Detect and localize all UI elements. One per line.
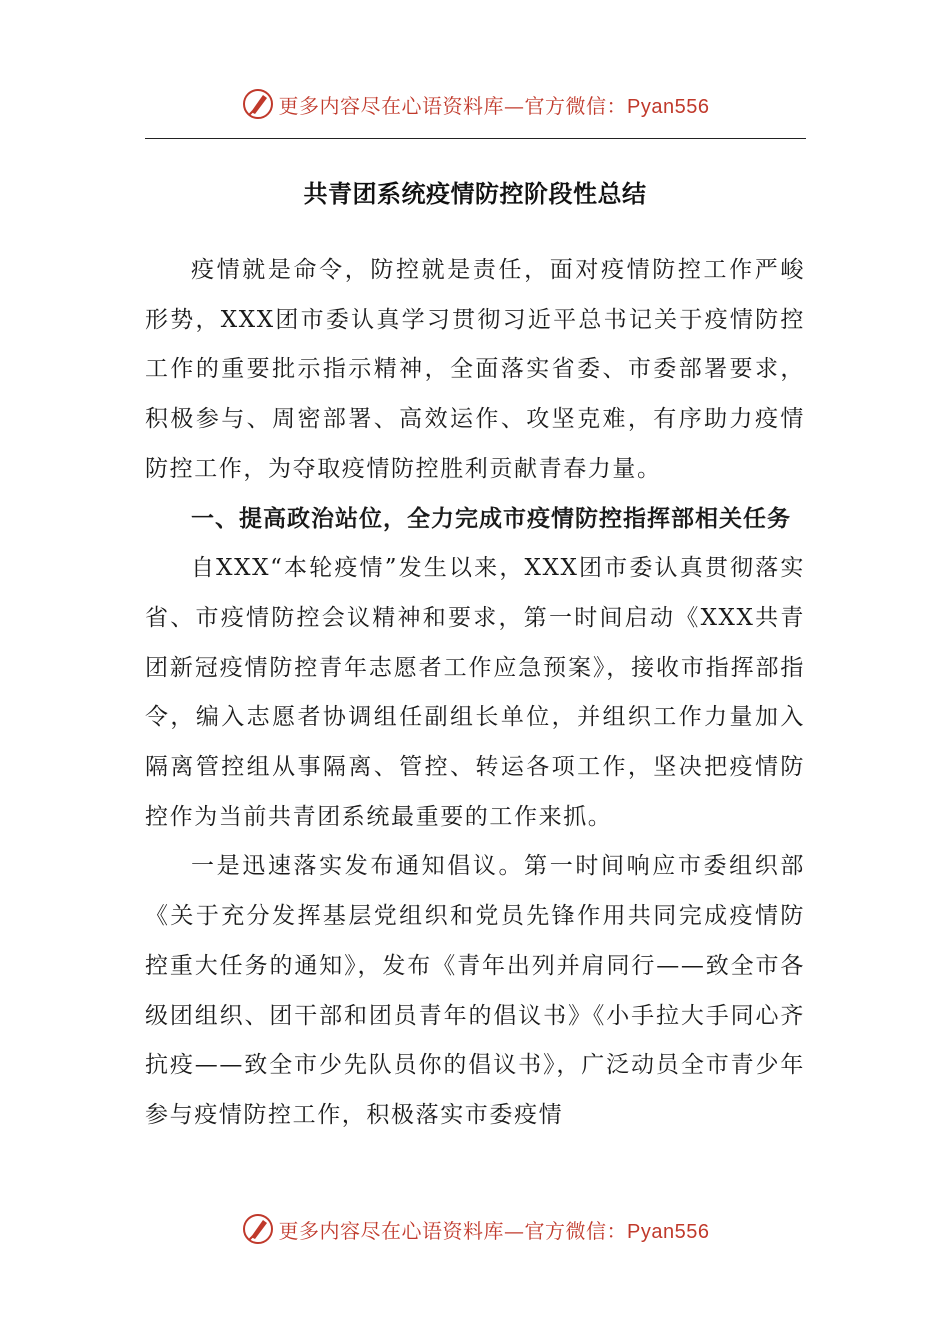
footer-banner-text: 更多内容尽在心语资料库—官方微信：Pyan556 (278, 1218, 710, 1243)
section-heading-1: 一、提高政治站位，全力完成市疫情防控指挥部相关任务 (191, 505, 791, 532)
quill-logo-icon (241, 87, 275, 121)
paragraph-intro: 疫情就是命令，防控就是责任，面对疫情防控工作严峻形势，XXX团市委认真学习贯彻习近平总书记关于疫情防控工作的重要批示指示精神，全面落实省委、市委部署要求，积极参与、周密部署、高效运作、攻坚克难，有序助力疫情防控工作，为夺取疫情防控胜利贡献青春力量。 (145, 257, 805, 482)
header-divider (145, 138, 806, 139)
paragraph-section-1: 自XXX“本轮疫情”发生以来，XXX团市委认真贯彻落实省、市疫情防控会议精神和要求，第一时间启动《XXX共青团新冠疫情防控青年志愿者工作应急预案》，接收市指挥部指令，编入志愿者协调组任副组长单位，并组织工作力量加入隔离管控组从事隔离、管控、转运各项工作，坚决把疫情防控作为当前共青团系统最重要的工作来抓。 (145, 555, 805, 830)
footer-banner (0, 1209, 950, 1249)
header-banner-text: 更多内容尽在心语资料库—官方微信：Pyan556 (278, 93, 710, 118)
paragraph-point-1: 一是迅速落实发布通知倡议。第一时间响应市委组织部《关于充分发挥基层党组织和党员先锋作用共同完成疫情防控重大任务的通知》，发布《青年出列并肩同行——致全市各级团组织、团干部和团员青年的倡议书》《小手拉大手同心齐抗疫——致全市少先队员你的倡议书》，广泛动员全市青少年参与疫情防控工作，积极落实市委疫情 (145, 853, 805, 1128)
document-body (145, 246, 805, 1141)
header-banner (0, 84, 950, 124)
document-title: 共青团系统疫情防控阶段性总结 (303, 180, 647, 208)
quill-logo-icon (241, 1212, 275, 1246)
